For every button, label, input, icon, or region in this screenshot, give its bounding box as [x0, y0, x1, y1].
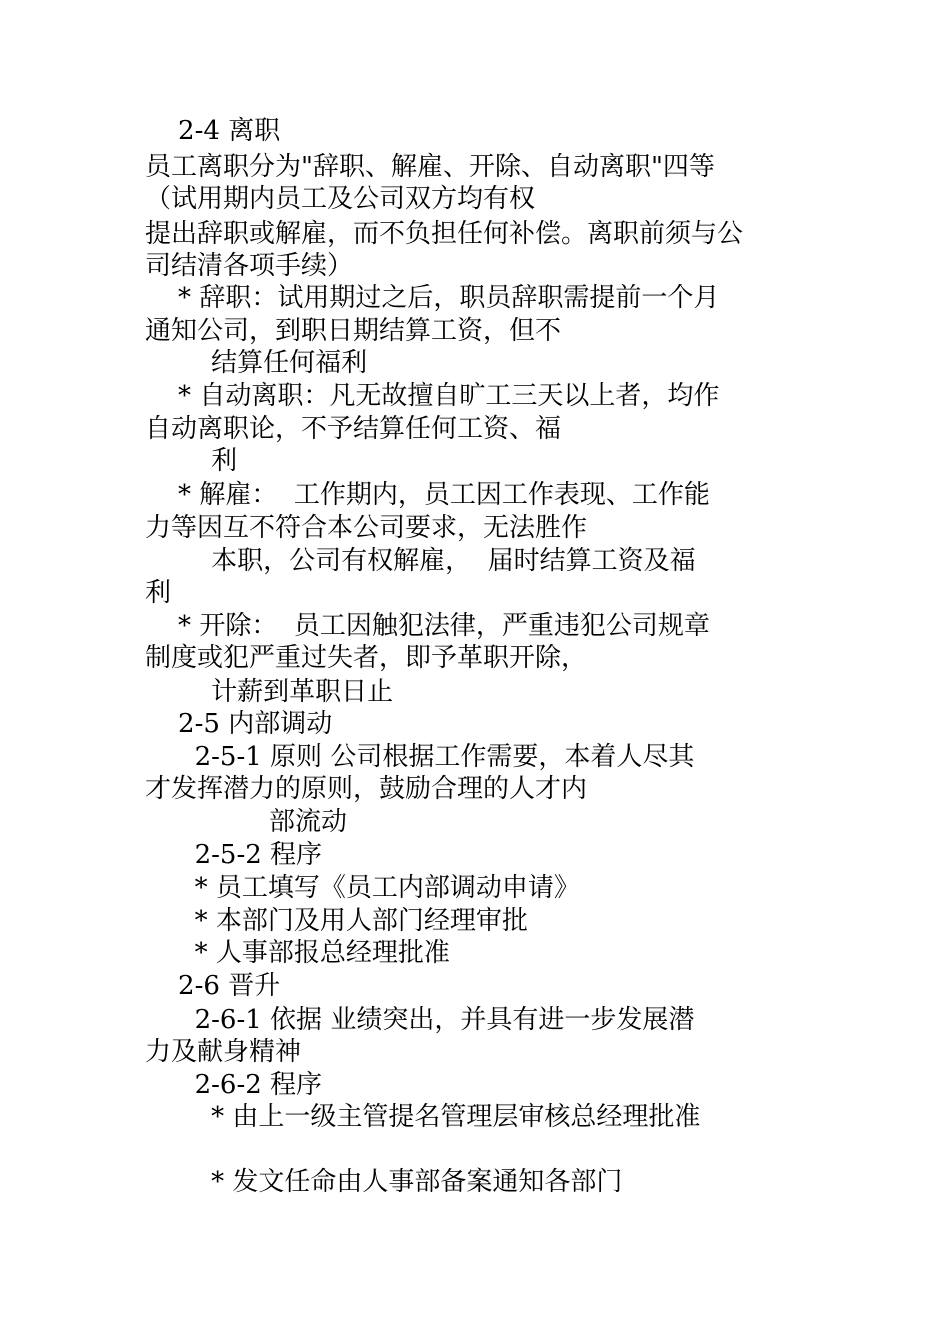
section-heading-2-5: 2-5 内部调动 [145, 709, 333, 739]
bullet-dismissal: * 解雇： 工作期内，员工因工作表现、工作能 [145, 480, 710, 510]
bullet-auto-leave: * 自动离职：凡无故擅自旷工三天以上者，均作 [145, 381, 720, 411]
subsection-2-5-2: 2-5-2 程序 [145, 840, 323, 870]
bullet-resignation: * 辞职：试用期过之后，职员辞职需提前一个月 [145, 283, 720, 313]
subsection-2-5-1: 2-5-1 原则 公司根据工作需要，本着人尽其 [145, 742, 695, 772]
paragraph-line: 制度或犯严重过失者，即予革职开除， [145, 643, 588, 673]
paragraph-line: 提出辞职或解雇，而不负担任何补偿。离职前须与公 [145, 219, 744, 249]
subsection-2-6-1: 2-6-1 依据 业绩突出，并具有进一步发展潜 [145, 1005, 695, 1035]
paragraph-line: 通知公司，到职日期结算工资，但不 [145, 316, 562, 346]
section-heading-2-6: 2-6 晋升 [145, 971, 281, 1001]
paragraph-line: 力等因互不符合本公司要求，无法胜作 [145, 513, 588, 543]
subsection-2-6-2: 2-6-2 程序 [145, 1070, 323, 1100]
paragraph-line: 力及献身精神 [145, 1037, 302, 1067]
section-heading-2-4: 2-4 离职 [145, 116, 281, 146]
paragraph-line: 本职，公司有权解雇， 届时结算工资及福 [145, 546, 696, 576]
list-item: * 人事部报总经理批准 [145, 938, 450, 968]
paragraph-line: 计薪到革职日止 [145, 677, 394, 707]
paragraph-line: 结算任何福利 [145, 348, 368, 378]
paragraph-line: 利 [145, 578, 172, 608]
paragraph-line: 才发挥潜力的原则，鼓励合理的人才内 [145, 774, 588, 804]
paragraph-line: 员工离职分为"辞职、解雇、开除、自动离职"四等 [145, 152, 715, 182]
paragraph-line: （试用期内员工及公司双方均有权 [145, 184, 536, 214]
paragraph-line: 部流动 [145, 807, 347, 837]
paragraph-line: 利 [145, 446, 238, 476]
list-item: * 发文任命由人事部备案通知各部门 [145, 1167, 623, 1197]
paragraph-line: 司结清各项手续） [145, 251, 354, 281]
paragraph-line: 自动离职论，不予结算任何工资、福 [145, 414, 562, 444]
list-item: * 由上一级主管提名管理层审核总经理批准 [145, 1102, 701, 1132]
bullet-expulsion: * 开除： 员工因触犯法律，严重违犯公司规章 [145, 611, 710, 641]
list-item: * 员工填写《员工内部调动申请》 [145, 873, 580, 903]
list-item: * 本部门及用人部门经理审批 [145, 906, 528, 936]
